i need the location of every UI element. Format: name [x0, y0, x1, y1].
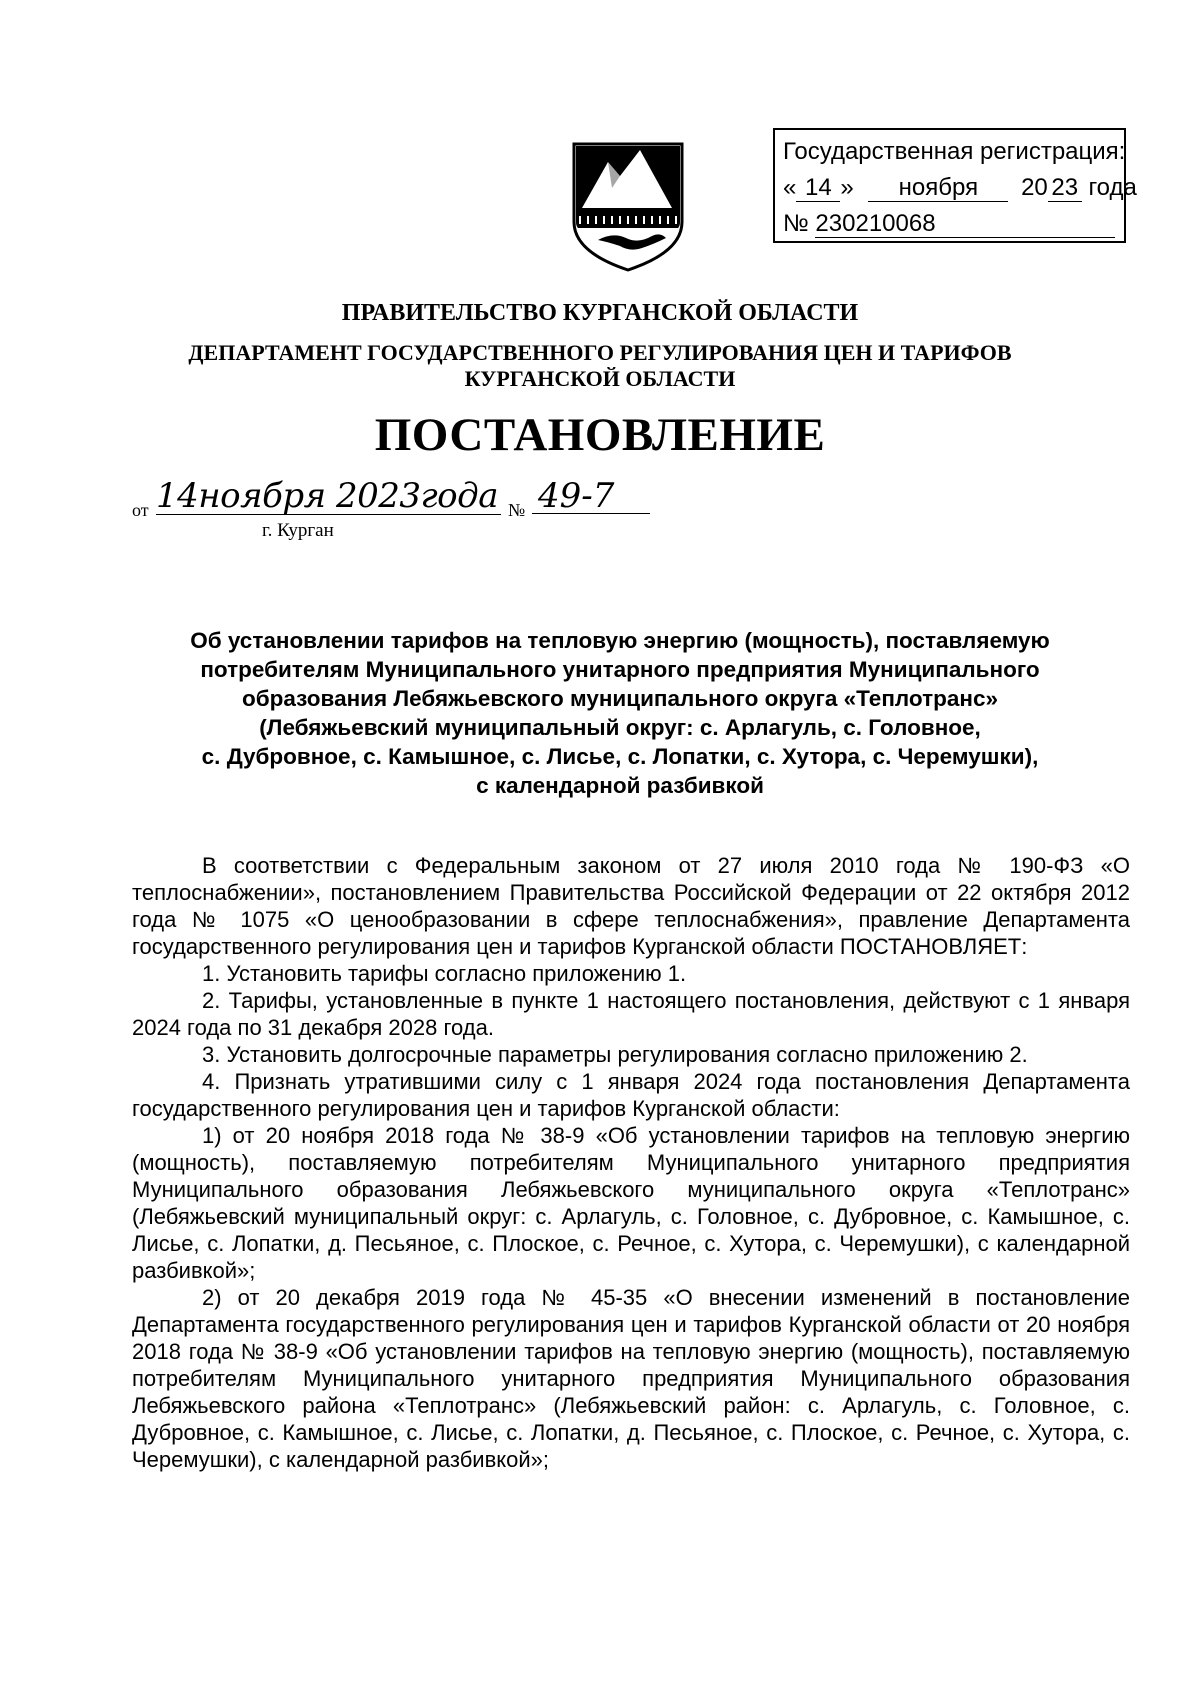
number-label: № — [508, 500, 526, 520]
department-name: ДЕПАРТАМЕНТ ГОСУДАРСТВЕННОГО РЕГУЛИРОВАНИЯ ЦЕН И ТАРИФОВ КУРГАНСКОЙ ОБЛАСТИ — [188, 340, 1012, 391]
date-number-line — [132, 476, 732, 550]
document-type: ПОСТАНОВЛЕНИЕ — [374, 409, 826, 461]
registration-month: ноября — [868, 175, 1008, 202]
city: г. Курган — [262, 520, 334, 541]
subitem-2: 2) от 20 декабря 2019 года № 45-35 «О внесении изменений в постановление Департамента государственного регулирования цен и тарифов Курганской области от 20 ноября 2018 года № 38-9 «Об установлении тарифов на тепловую энергию (мощность), поставляемую потребителям Муниципального унитарного предприятия Муниципального образования Лебяжьевского района «Теплотранс» (Лебяжьевский район: с. Арлагуль, с. Головное, с. Дубровное, с. Камышное, с. Лисье, с. Лопатки, д. Песьяное, с. Плоское, с. Речное, с. Хутора, с. Черемушки), с календарной разбивкой»; — [132, 1285, 1130, 1472]
government-name: ПРАВИТЕЛЬСТВО КУРГАНСКОЙ ОБЛАСТИ — [341, 300, 859, 326]
registration-title: Государственная регистрация: — [783, 138, 1126, 165]
registration-number-row: № 230210068 — [783, 206, 1124, 242]
coat-of-arms-icon — [568, 140, 688, 275]
registration-date: « 14 » ноября 20 23 года — [783, 174, 1137, 201]
preamble: В соответствии с Федеральным законом от 27 июля 2010 года № 190-ФЗ «О теплоснабжении», постановлением Правительства Российской Федерации от 22 октября 2012 года № 1075 «О ценообразовании в сфере теплоснабжения», правление Департамента государственного регулирования цен и тарифов Курганской области ПОСТАНОВЛЯЕТ: — [132, 853, 1130, 959]
number-handwritten: 49-7 — [532, 476, 650, 514]
date-handwritten: 14ноября 2023года — [156, 476, 501, 515]
item-4: 4. Признать утратившими силу с 1 января 2024 года постановления Департамента государственного регулирования цен и тарифов Курганской области: — [132, 1069, 1130, 1121]
registration-day: 14 — [796, 175, 840, 202]
from-label: от — [132, 500, 149, 520]
registration-year: 23 — [1048, 175, 1082, 202]
document-subject: Об установлении тарифов на тепловую энергию (мощность), поставляемую потребителям Муниципального унитарного предприятия Муниципального образования Лебяжьевского муниципального округа «Теплотранс» (Лебяжьевский муниципальный округ: с. Арлагуль, с. Головное, с. Дубровное, с. Камышное, с. Лисье, с. Лопатки, с. Хутора, с. Черемушки), с календарной разбивкой — [190, 628, 1050, 798]
item-1: 1. Установить тарифы согласно приложению 1. — [202, 961, 687, 986]
item-3: 3. Установить долгосрочные параметры регулирования согласно приложению 2. — [202, 1042, 1028, 1067]
registration-number: 230210068 — [815, 211, 1115, 238]
item-2: 2. Тарифы, установленные в пункте 1 настоящего постановления, действуют с 1 января 2024 года по 31 декабря 2028 года. — [132, 988, 1130, 1040]
registration-box — [773, 128, 1137, 243]
document-body — [132, 852, 1130, 1473]
subitem-1: 1) от 20 ноября 2018 года № 38-9 «Об установлении тарифов на тепловую энергию (мощность), поставляемую потребителям Муниципального унитарного предприятия Муниципального образования Лебяжьевского муниципального округа «Теплотранс» (Лебяжьевский муниципальный округ: с. Арлагуль, с. Головное, с. Дубровное, с. Камышное, с. Лисье, с. Лопатки, д. Песьяное, с. Плоское, с. Речное, с. Хутора, с. Черемушки), с календарной разбивкой»; — [132, 1123, 1130, 1283]
